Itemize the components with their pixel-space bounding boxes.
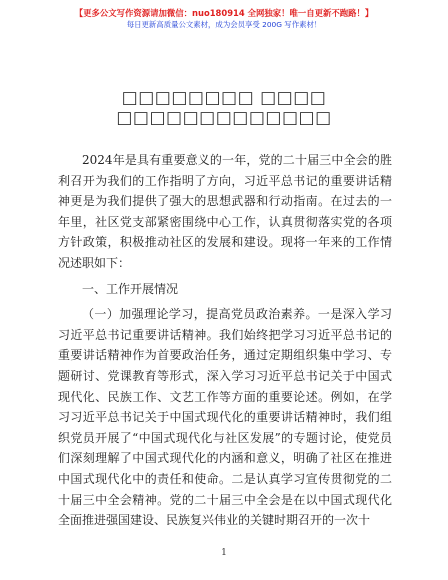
promo-banner bbox=[0, 8, 448, 30]
intro-paragraph: 2024年是具有重要意义的一年，党的二十届三中全会的胜利召开为我们的工作指明了方向，习近平总书记的重要讲话精神更是为我们提供了强大的思想武器和行动指南。在过去的一年里，社区党支部紧密围绕中心工作，认真贯彻落实党的各项方针政策，积极推动社区的发展和建设。现将一年来的工作情况述职如下： bbox=[58, 153, 392, 270]
body-paragraph: （一）加强理论学习，提高党员政治素养。一是深入学习习近平总书记重要讲话精神。我们始终把学习习近平总书记的重要讲话精神作为首要政治任务，通过定期组织集中学习、专题研讨、党课教育等形式，深入学习习近平总书记关于中国式现代化、民族工作、文艺工作等方面的重要论述。例如，在学习习近平总书记关于中国式现代化的重要讲话精神时，我们组织党员开展了“中国式现代化与社区发展”的专题讨论，使党员们深刻理解了中国式现代化的内涵和意义，明确了社区在推进中国式现代化中的责任和使命。二是认真学习宣传贯彻党的二十届三中全会精神。党的二十届三中全会是在以中国式现代化全面推进强国建设、民族复兴伟业的关键时期召开的一次十 bbox=[58, 307, 392, 528]
document-body bbox=[58, 150, 392, 531]
section-heading: 一、工作开展情况 bbox=[82, 281, 179, 296]
promo-banner-line-1: 【更多公文写作资源请加微信：nuo180914 全网独家！唯一自更新不跑路！】 bbox=[74, 8, 374, 18]
page-number: 1 bbox=[221, 548, 227, 558]
document-title: □□□□□□□□ □□□□ □□□□□□□□□□□□□ bbox=[116, 88, 332, 128]
promo-banner-line-2: 每日更新高质量公文素材，成为会员享受 200G 写作素材！ bbox=[126, 20, 322, 29]
